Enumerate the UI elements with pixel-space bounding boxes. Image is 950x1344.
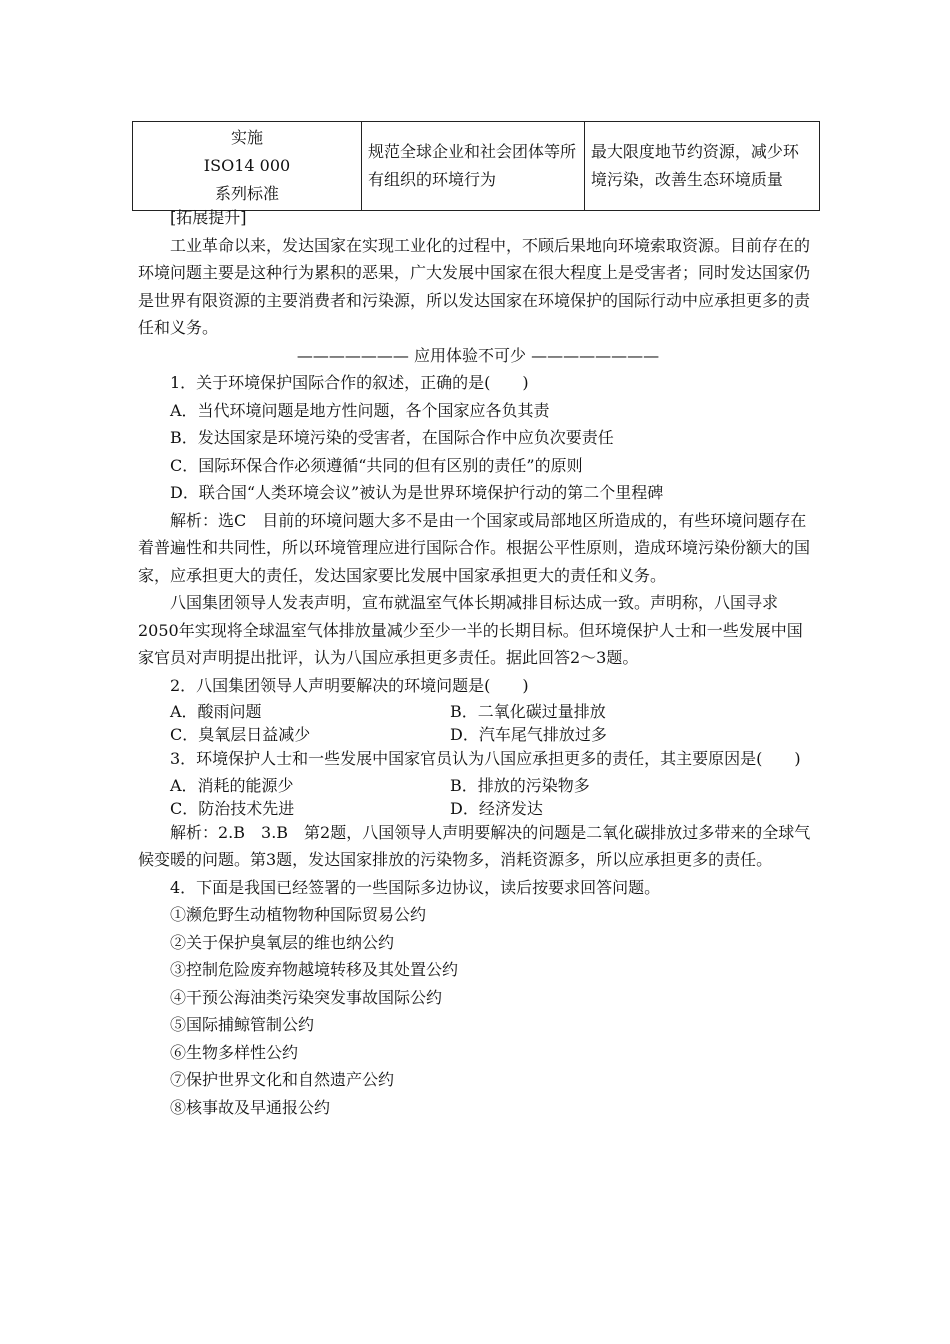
cell-line: ISO14 000: [203, 156, 291, 175]
question-3-option-c: C．防治技术先进: [170, 798, 295, 818]
question-4-stem: 4．下面是我国已经签署的一些国际多边协议，读后按要求回答问题。: [170, 877, 661, 897]
question-2-options-row: [138, 722, 818, 745]
cell-line: 实施: [230, 128, 263, 147]
agreement-item: ②关于保护臭氧层的维也纳公约: [170, 932, 395, 952]
expand-paragraph: 工业革命以来，发达国家在实现工业化的过程中，不顾后果地向环境索取资源。目前存在的环境问题主要是这种行为累积的恶果，广大发展中国家在很大程度上是受害者；同时发达国家仍是世界有限资源的主要消费者和污染源，所以发达国家在环境保护的国际行动中应承担更多的责任和义务。: [138, 235, 811, 337]
cell-line: 系列标准: [214, 184, 279, 203]
question-3-option-d: D．经济发达: [450, 798, 543, 818]
expand-heading: [拓展提升]: [170, 208, 247, 227]
question-1-stem: 1．关于环境保护国际合作的叙述，正确的是( ): [170, 373, 529, 392]
question-3-stem: 3．环境保护人士和一些发展中国家官员认为八国应承担更多的责任，其主要原因是( ): [170, 749, 801, 768]
measures-table: [132, 121, 820, 211]
question-2-option-d: D．汽车尾气排放过多: [450, 725, 607, 744]
agreement-item: ⑧核事故及早通报公约: [170, 1097, 331, 1117]
question-2-options-row: [138, 699, 818, 722]
question-2-option-b: B．二氧化碳过量排放: [450, 702, 606, 721]
agreement-item: ⑤国际捕鲸管制公约: [170, 1015, 315, 1034]
agreement-item: ⑦保护世界文化和自然遗产公约: [170, 1070, 395, 1089]
table-cell-content: 规范全球企业和社会团体等所有组织的环境行为: [362, 122, 585, 211]
agreement-item: ④干预公海油类污染突发事故国际公约: [170, 987, 443, 1007]
agreement-item: ③控制危险废弃物越境转移及其处置公约: [170, 960, 459, 979]
agreement-item: ⑥生物多样性公约: [170, 1042, 299, 1062]
section-divider: ——————— 应用体验不可少 ————————: [296, 345, 660, 365]
question-3-options-row: [138, 796, 818, 819]
agreement-item: ①濒危野生动植物物种国际贸易公约: [170, 905, 427, 924]
material-paragraph: 八国集团领导人发表声明，宣布就温室气体长期减排目标达成一致。声明称，八国寻求2050年实现将全球温室气体排放量减少至少一半的长期目标。但环境保护人士和一些发展中国家官员对声明提出批评，认为八国应承担更多责任。据此回答2～3题。: [138, 593, 803, 667]
question-1-option-a: A．当代环境问题是地方性问题，各个国家应各负其责: [170, 400, 550, 420]
question-1-option-d: D．联合国“人类环境会议”被认为是世界环境保护行动的第二个里程碑: [170, 483, 664, 502]
question-3-options-row: [138, 773, 818, 796]
question-1-option-c: C．国际环保合作必须遵循“共同的但有区别的责任”的原则: [170, 455, 583, 475]
table-row: [133, 122, 820, 211]
table-cell-purpose: 最大限度地节约资源，减少环境污染，改善生态环境质量: [584, 122, 819, 211]
question-1-option-b: B．发达国家是环境污染的受害者，在国际合作中应负次要责任: [170, 428, 614, 447]
question-3-option-a: A．消耗的能源少: [170, 775, 294, 795]
question-2-option-c: C．臭氧层日益减少: [170, 725, 311, 744]
question-2-option-a: A．酸雨问题: [170, 702, 262, 721]
question-3-option-b: B．排放的污染物多: [450, 775, 590, 795]
table-cell-measure: [133, 122, 362, 211]
question-1-analysis: 解析：选C 目前的环境问题大多不是由一个国家或局部地区所造成的，有些环境问题存在着普遍性和共同性，所以环境管理应进行国际合作。根据公平性原则，造成环境污染份额大的国家，应承担更大的责任，发达国家要比发展中国家承担更大的责任和义务。: [138, 510, 811, 585]
question-2-3-analysis: 解析：2.B 3.B 第2题，八国领导人声明要解决的问题是二氧化碳排放过多带来的全球气候变暖的问题。第3题，发达国家排放的污染物多，消耗资源多，所以应承担更多的责任。: [138, 822, 811, 869]
main-content: [138, 204, 818, 1121]
question-2-stem: 2．八国集团领导人声明要解决的环境问题是( ): [170, 675, 529, 695]
